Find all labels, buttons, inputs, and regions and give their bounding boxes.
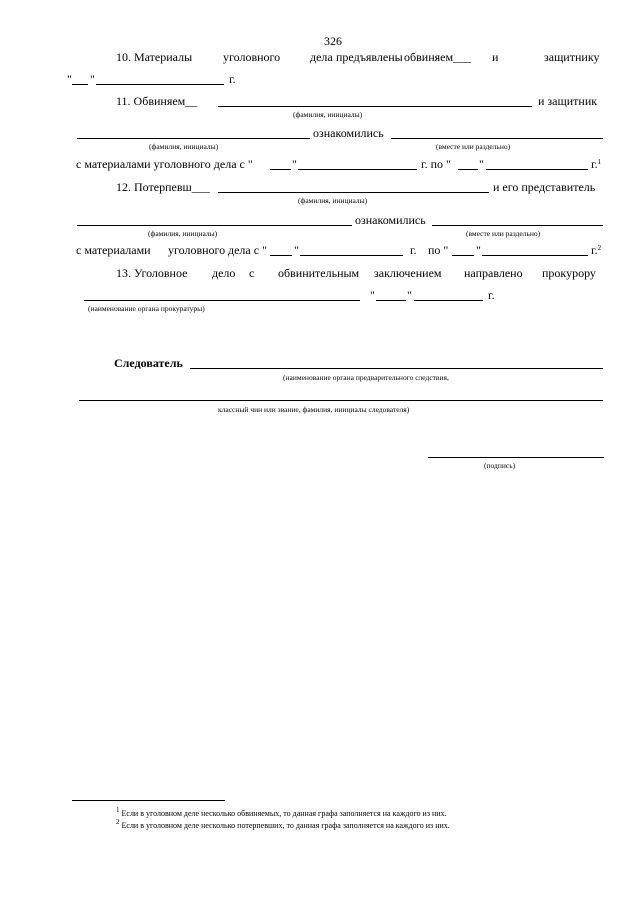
item11-to-day-line <box>458 169 478 170</box>
item12-label: 12. Потерпевш___ <box>116 180 210 194</box>
item11-quote2: " <box>479 157 484 171</box>
item11-materials-prefix: с материалами уголовного дела с " <box>76 157 253 171</box>
item12-together-line <box>432 225 603 226</box>
investigator-org-line <box>190 368 603 369</box>
item12-familiarized: ознакомились <box>355 213 426 227</box>
item12-year: г.$^2$ <box>591 243 602 257</box>
item12-suffix: и его представитель <box>493 180 596 194</box>
item12-word-3: дела с " <box>228 243 267 257</box>
item11-to-month-line <box>486 169 588 170</box>
item11-caption-together: (вместе или раздельно) <box>436 142 511 151</box>
item11-suffix: и защитник <box>538 94 598 108</box>
item10-word-5: обвиняем___ <box>404 50 472 64</box>
item11-quote: " <box>292 157 297 171</box>
item13-caption: (наименование органа прокуратуры) <box>88 304 205 313</box>
item12-word-1: с материалами <box>76 243 151 257</box>
item12-victim-name-line <box>218 192 489 193</box>
item10-word-4: предъявлены <box>336 50 403 64</box>
footnote-1-text: Если в уголовном деле несколько обвиняемых, то данная графа заполняется на каждого из них. <box>121 809 447 818</box>
footnote-ref-1: 1 <box>597 158 602 166</box>
item12-word-2: уголовного <box>168 243 226 257</box>
item12-quote2: " <box>476 243 481 257</box>
footnote-ref-2: 2 <box>597 244 602 252</box>
footnote-2 <box>116 818 450 831</box>
item12-to-day-line <box>452 255 474 256</box>
page-number: 326 <box>324 34 342 48</box>
item13-prosecutor-line <box>84 300 360 301</box>
item10-word-7: защитнику <box>544 50 600 64</box>
item12-caption-together: (вместе или раздельно) <box>466 229 541 238</box>
signature-caption: (подпись) <box>484 461 516 470</box>
investigator-rank-line <box>79 400 603 401</box>
item13-word-1: 13. Уголовное <box>116 266 188 280</box>
footnote-separator <box>72 800 225 801</box>
footnote-2-text: Если в уголовном деле несколько потерпевших, то данная графа заполняется на каждого из них. <box>121 821 450 830</box>
item13-quote-close: " <box>407 288 412 302</box>
item10-word-3: дела <box>310 50 333 64</box>
item11-year-to: г. по " <box>421 157 451 171</box>
item11-from-month-line <box>298 169 417 170</box>
item12-to-month-line <box>482 255 588 256</box>
item11-familiarized: ознакомились <box>313 126 384 140</box>
item10-date-quote-close: " <box>90 72 95 86</box>
item10-date-quote-open: " <box>67 72 72 86</box>
item13-word-5: заключением <box>374 266 442 280</box>
item11-from-day-line <box>270 169 291 170</box>
item10-word-1: 10. Материалы <box>116 50 193 64</box>
item11-year: г.$^1$ <box>591 157 602 171</box>
item12-caption-name2: (фамилия, инициалы) <box>148 229 218 238</box>
item13-word-3: с <box>249 266 255 280</box>
item10-word-6: и <box>492 50 499 64</box>
item12-from-month-line <box>300 255 403 256</box>
item12-year-to: г. <box>410 243 417 257</box>
footnote-1-mark: 1 <box>116 806 120 814</box>
item11-accused-name-line <box>218 106 532 107</box>
item13-word-4: обвинительным <box>278 266 360 280</box>
item13-word-6: направлено <box>464 266 523 280</box>
item12-po: по " <box>428 243 449 257</box>
item11-label: 11. Обвиняем__ <box>116 94 198 108</box>
item11-caption-name2: (фамилия, инициалы) <box>149 142 219 151</box>
item13-day-line <box>376 300 406 301</box>
item13-word-2: дело <box>212 266 236 280</box>
item10-word-2: уголовного <box>223 50 281 64</box>
item11-defender-name-line <box>77 138 310 139</box>
item10-year: г. <box>229 72 236 86</box>
item13-year: г. <box>488 288 495 302</box>
investigator-caption-rank: классный чин или звание, фамилия, инициалы следователя) <box>218 405 410 414</box>
item10-month-line <box>96 84 224 85</box>
signature-line <box>428 457 604 458</box>
item13-month-line <box>414 300 483 301</box>
item12-caption-name: (фамилия, инициалы) <box>298 196 368 205</box>
item12-from-day-line <box>270 255 292 256</box>
item11-together-line <box>391 138 603 139</box>
item12-representative-name-line <box>77 225 352 226</box>
item10-day-line <box>72 84 88 85</box>
item12-quote: " <box>294 243 299 257</box>
investigator-label: Следователь <box>114 356 183 370</box>
item13-word-7: прокурору <box>542 266 596 280</box>
investigator-caption-org: (наименование органа предварительного следствия, <box>283 373 449 382</box>
footnote-2-mark: 2 <box>116 818 120 826</box>
item13-quote-open: " <box>370 288 375 302</box>
item11-caption-name: (фамилия, инициалы) <box>293 110 363 119</box>
footnote-1 <box>116 806 447 819</box>
